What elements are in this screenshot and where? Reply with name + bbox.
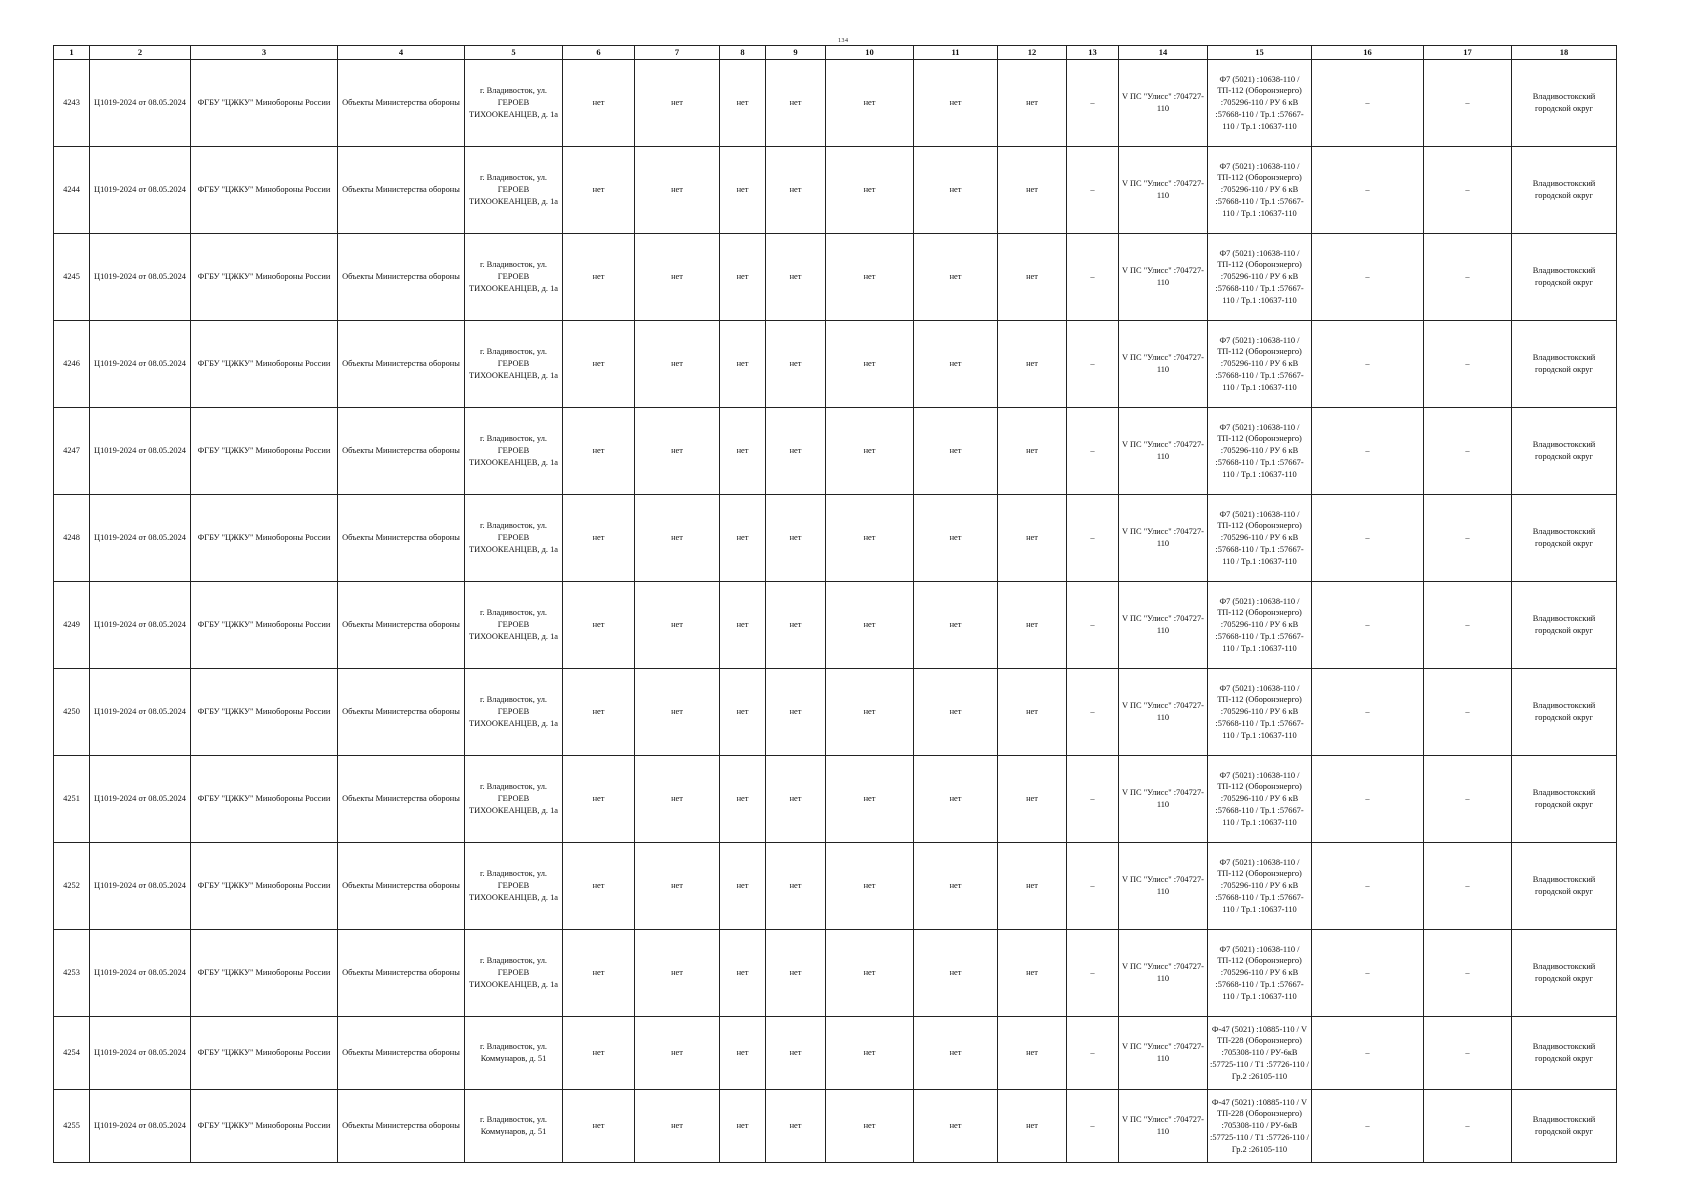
header-col-16: 16: [1312, 46, 1424, 60]
address-cell: г. Владивосток, ул. Коммунаров, д. 51: [465, 1017, 563, 1090]
col-10-cell: нет: [826, 930, 914, 1017]
request-code-cell: Ц1019-2024 от 08.05.2024: [90, 843, 191, 930]
header-col-7: 7: [635, 46, 720, 60]
feeder-cell: Ф-47 (5021) :10885-110 / V ТП-228 (Оборонэнерго) :705308-110 / РУ-6кВ :57725-110 / Т1 :57726-110 / Гр.2 :26105-110: [1208, 1090, 1312, 1163]
col-11-cell: нет: [914, 1017, 998, 1090]
object-type-cell: Объекты Министерства обороны: [338, 930, 465, 1017]
col-16-cell: –: [1312, 669, 1424, 756]
header-col-14: 14: [1119, 46, 1208, 60]
col-7-cell: нет: [635, 408, 720, 495]
col-17-cell: –: [1424, 60, 1512, 147]
feeder-cell: Ф7 (5021) :10638-110 / ТП-112 (Оборонэнерго) :705296-110 / РУ 6 кВ :57668-110 / Тр.1 :57667-110 / Тр.1 :10637-110: [1208, 495, 1312, 582]
col-16-cell: –: [1312, 60, 1424, 147]
col-6-cell: нет: [563, 582, 635, 669]
address-cell: г. Владивосток, ул. ГЕРОЕВ ТИХООКЕАНЦЕВ, д. 1а: [465, 930, 563, 1017]
object-type-cell: Объекты Министерства обороны: [338, 1090, 465, 1163]
table-row: [54, 843, 1617, 930]
col-11-cell: нет: [914, 60, 998, 147]
request-code-cell: Ц1019-2024 от 08.05.2024: [90, 930, 191, 1017]
object-type-cell: Объекты Министерства обороны: [338, 495, 465, 582]
col-9-cell: нет: [766, 1017, 826, 1090]
district-cell: Владивостокский городской округ: [1512, 582, 1617, 669]
col-10-cell: нет: [826, 843, 914, 930]
col-16-cell: –: [1312, 1090, 1424, 1163]
table-row: [54, 930, 1617, 1017]
feeder-cell: Ф-47 (5021) :10885-110 / V ТП-228 (Оборонэнерго) :705308-110 / РУ-6кВ :57725-110 / Т1 :57726-110 / Гр.2 :26105-110: [1208, 1017, 1312, 1090]
request-code-cell: Ц1019-2024 от 08.05.2024: [90, 669, 191, 756]
col-10-cell: нет: [826, 495, 914, 582]
col-9-cell: нет: [766, 147, 826, 234]
col-6-cell: нет: [563, 1090, 635, 1163]
col-12-cell: нет: [998, 1090, 1067, 1163]
col-8-cell: нет: [720, 843, 766, 930]
col-16-cell: –: [1312, 930, 1424, 1017]
organization-cell: ФГБУ "ЦЖКУ" Минобороны России: [191, 1090, 338, 1163]
col-16-cell: –: [1312, 234, 1424, 321]
table-row: [54, 495, 1617, 582]
col-10-cell: нет: [826, 1017, 914, 1090]
request-code-cell: Ц1019-2024 от 08.05.2024: [90, 495, 191, 582]
request-code-cell: Ц1019-2024 от 08.05.2024: [90, 582, 191, 669]
row-number-cell: 4252: [54, 843, 90, 930]
table-row: [54, 60, 1617, 147]
organization-cell: ФГБУ "ЦЖКУ" Минобороны России: [191, 321, 338, 408]
object-type-cell: Объекты Министерства обороны: [338, 582, 465, 669]
district-cell: Владивостокский городской округ: [1512, 408, 1617, 495]
col-12-cell: нет: [998, 930, 1067, 1017]
col-7-cell: нет: [635, 60, 720, 147]
header-col-18: 18: [1512, 46, 1617, 60]
table-row: [54, 1090, 1617, 1163]
request-code-cell: Ц1019-2024 от 08.05.2024: [90, 147, 191, 234]
organization-cell: ФГБУ "ЦЖКУ" Минобороны России: [191, 1017, 338, 1090]
district-cell: Владивостокский городской округ: [1512, 843, 1617, 930]
district-cell: Владивостокский городской округ: [1512, 147, 1617, 234]
col-12-cell: нет: [998, 408, 1067, 495]
col-9-cell: нет: [766, 60, 826, 147]
col-17-cell: –: [1424, 408, 1512, 495]
col-9-cell: нет: [766, 582, 826, 669]
col-10-cell: нет: [826, 582, 914, 669]
col-9-cell: нет: [766, 321, 826, 408]
col-8-cell: нет: [720, 756, 766, 843]
col-12-cell: нет: [998, 321, 1067, 408]
header-col-15: 15: [1208, 46, 1312, 60]
col-6-cell: нет: [563, 756, 635, 843]
substation-cell: V ПС "Улисс" :704727-110: [1119, 234, 1208, 321]
col-17-cell: –: [1424, 1017, 1512, 1090]
district-cell: Владивостокский городской округ: [1512, 234, 1617, 321]
col-16-cell: –: [1312, 756, 1424, 843]
col-11-cell: нет: [914, 1090, 998, 1163]
header-col-2: 2: [90, 46, 191, 60]
col-10-cell: нет: [826, 147, 914, 234]
col-16-cell: –: [1312, 495, 1424, 582]
district-cell: Владивостокский городской округ: [1512, 1017, 1617, 1090]
header-col-5: 5: [465, 46, 563, 60]
col-17-cell: –: [1424, 843, 1512, 930]
col-16-cell: –: [1312, 147, 1424, 234]
col-9-cell: нет: [766, 495, 826, 582]
col-12-cell: нет: [998, 582, 1067, 669]
col-12-cell: нет: [998, 495, 1067, 582]
col-13-cell: –: [1067, 234, 1119, 321]
col-17-cell: –: [1424, 321, 1512, 408]
address-cell: г. Владивосток, ул. ГЕРОЕВ ТИХООКЕАНЦЕВ, д. 1а: [465, 756, 563, 843]
registry-table: [53, 45, 1617, 1163]
feeder-cell: Ф7 (5021) :10638-110 / ТП-112 (Оборонэнерго) :705296-110 / РУ 6 кВ :57668-110 / Тр.1 :57667-110 / Тр.1 :10637-110: [1208, 321, 1312, 408]
organization-cell: ФГБУ "ЦЖКУ" Минобороны России: [191, 930, 338, 1017]
organization-cell: ФГБУ "ЦЖКУ" Минобороны России: [191, 669, 338, 756]
address-cell: г. Владивосток, ул. ГЕРОЕВ ТИХООКЕАНЦЕВ, д. 1а: [465, 234, 563, 321]
table-row: [54, 756, 1617, 843]
col-11-cell: нет: [914, 408, 998, 495]
col-8-cell: нет: [720, 321, 766, 408]
col-6-cell: нет: [563, 930, 635, 1017]
header-col-10: 10: [826, 46, 914, 60]
feeder-cell: Ф7 (5021) :10638-110 / ТП-112 (Оборонэнерго) :705296-110 / РУ 6 кВ :57668-110 / Тр.1 :57667-110 / Тр.1 :10637-110: [1208, 147, 1312, 234]
district-cell: Владивостокский городской округ: [1512, 60, 1617, 147]
header-col-12: 12: [998, 46, 1067, 60]
object-type-cell: Объекты Министерства обороны: [338, 321, 465, 408]
request-code-cell: Ц1019-2024 от 08.05.2024: [90, 60, 191, 147]
object-type-cell: Объекты Министерства обороны: [338, 60, 465, 147]
col-9-cell: нет: [766, 930, 826, 1017]
address-cell: г. Владивосток, ул. ГЕРОЕВ ТИХООКЕАНЦЕВ, д. 1а: [465, 843, 563, 930]
request-code-cell: Ц1019-2024 от 08.05.2024: [90, 408, 191, 495]
col-7-cell: нет: [635, 321, 720, 408]
col-17-cell: –: [1424, 756, 1512, 843]
feeder-cell: Ф7 (5021) :10638-110 / ТП-112 (Оборонэнерго) :705296-110 / РУ 6 кВ :57668-110 / Тр.1 :57667-110 / Тр.1 :10637-110: [1208, 843, 1312, 930]
col-8-cell: нет: [720, 669, 766, 756]
header-col-17: 17: [1424, 46, 1512, 60]
feeder-cell: Ф7 (5021) :10638-110 / ТП-112 (Оборонэнерго) :705296-110 / РУ 6 кВ :57668-110 / Тр.1 :57667-110 / Тр.1 :10637-110: [1208, 408, 1312, 495]
col-12-cell: нет: [998, 1017, 1067, 1090]
col-17-cell: –: [1424, 234, 1512, 321]
table-row: [54, 669, 1617, 756]
substation-cell: V ПС "Улисс" :704727-110: [1119, 60, 1208, 147]
col-16-cell: –: [1312, 843, 1424, 930]
address-cell: г. Владивосток, ул. ГЕРОЕВ ТИХООКЕАНЦЕВ, д. 1а: [465, 582, 563, 669]
col-6-cell: нет: [563, 408, 635, 495]
col-16-cell: –: [1312, 582, 1424, 669]
col-11-cell: нет: [914, 321, 998, 408]
district-cell: Владивостокский городской округ: [1512, 930, 1617, 1017]
district-cell: Владивостокский городской округ: [1512, 1090, 1617, 1163]
feeder-cell: Ф7 (5021) :10638-110 / ТП-112 (Оборонэнерго) :705296-110 / РУ 6 кВ :57668-110 / Тр.1 :57667-110 / Тр.1 :10637-110: [1208, 756, 1312, 843]
header-row: [54, 46, 1617, 60]
request-code-cell: Ц1019-2024 от 08.05.2024: [90, 1017, 191, 1090]
row-number-cell: 4250: [54, 669, 90, 756]
col-10-cell: нет: [826, 60, 914, 147]
col-12-cell: нет: [998, 669, 1067, 756]
col-8-cell: нет: [720, 60, 766, 147]
col-10-cell: нет: [826, 408, 914, 495]
col-10-cell: нет: [826, 756, 914, 843]
organization-cell: ФГБУ "ЦЖКУ" Минобороны России: [191, 234, 338, 321]
col-13-cell: –: [1067, 321, 1119, 408]
col-11-cell: нет: [914, 756, 998, 843]
row-number-cell: 4249: [54, 582, 90, 669]
col-8-cell: нет: [720, 930, 766, 1017]
request-code-cell: Ц1019-2024 от 08.05.2024: [90, 756, 191, 843]
organization-cell: ФГБУ "ЦЖКУ" Минобороны России: [191, 843, 338, 930]
col-7-cell: нет: [635, 669, 720, 756]
district-cell: Владивостокский городской округ: [1512, 321, 1617, 408]
col-13-cell: –: [1067, 1090, 1119, 1163]
col-8-cell: нет: [720, 147, 766, 234]
row-number-cell: 4245: [54, 234, 90, 321]
header-col-11: 11: [914, 46, 998, 60]
col-6-cell: нет: [563, 321, 635, 408]
substation-cell: V ПС "Улисс" :704727-110: [1119, 147, 1208, 234]
col-7-cell: нет: [635, 1017, 720, 1090]
col-9-cell: нет: [766, 843, 826, 930]
address-cell: г. Владивосток, ул. ГЕРОЕВ ТИХООКЕАНЦЕВ, д. 1а: [465, 321, 563, 408]
substation-cell: V ПС "Улисс" :704727-110: [1119, 1090, 1208, 1163]
col-13-cell: –: [1067, 669, 1119, 756]
organization-cell: ФГБУ "ЦЖКУ" Минобороны России: [191, 756, 338, 843]
col-8-cell: нет: [720, 1090, 766, 1163]
col-13-cell: –: [1067, 1017, 1119, 1090]
object-type-cell: Объекты Министерства обороны: [338, 756, 465, 843]
col-8-cell: нет: [720, 582, 766, 669]
col-11-cell: нет: [914, 147, 998, 234]
col-10-cell: нет: [826, 321, 914, 408]
col-7-cell: нет: [635, 147, 720, 234]
organization-cell: ФГБУ "ЦЖКУ" Минобороны России: [191, 582, 338, 669]
header-col-13: 13: [1067, 46, 1119, 60]
header-col-1: 1: [54, 46, 90, 60]
substation-cell: V ПС "Улисс" :704727-110: [1119, 930, 1208, 1017]
col-7-cell: нет: [635, 234, 720, 321]
col-17-cell: –: [1424, 582, 1512, 669]
col-8-cell: нет: [720, 495, 766, 582]
col-13-cell: –: [1067, 495, 1119, 582]
feeder-cell: Ф7 (5021) :10638-110 / ТП-112 (Оборонэнерго) :705296-110 / РУ 6 кВ :57668-110 / Тр.1 :57667-110 / Тр.1 :10637-110: [1208, 60, 1312, 147]
col-11-cell: нет: [914, 234, 998, 321]
row-number-cell: 4247: [54, 408, 90, 495]
col-13-cell: –: [1067, 147, 1119, 234]
col-9-cell: нет: [766, 234, 826, 321]
object-type-cell: Объекты Министерства обороны: [338, 408, 465, 495]
col-7-cell: нет: [635, 495, 720, 582]
col-13-cell: –: [1067, 843, 1119, 930]
col-9-cell: нет: [766, 408, 826, 495]
row-number-cell: 4255: [54, 1090, 90, 1163]
row-number-cell: 4243: [54, 60, 90, 147]
col-11-cell: нет: [914, 582, 998, 669]
col-17-cell: –: [1424, 147, 1512, 234]
col-10-cell: нет: [826, 234, 914, 321]
object-type-cell: Объекты Министерства обороны: [338, 669, 465, 756]
col-13-cell: –: [1067, 408, 1119, 495]
col-9-cell: нет: [766, 756, 826, 843]
address-cell: г. Владивосток, ул. ГЕРОЕВ ТИХООКЕАНЦЕВ, д. 1а: [465, 60, 563, 147]
col-12-cell: нет: [998, 756, 1067, 843]
substation-cell: V ПС "Улисс" :704727-110: [1119, 843, 1208, 930]
col-6-cell: нет: [563, 234, 635, 321]
object-type-cell: Объекты Министерства обороны: [338, 1017, 465, 1090]
header-col-6: 6: [563, 46, 635, 60]
col-12-cell: нет: [998, 147, 1067, 234]
header-col-9: 9: [766, 46, 826, 60]
row-number-cell: 4254: [54, 1017, 90, 1090]
col-8-cell: нет: [720, 234, 766, 321]
col-13-cell: –: [1067, 930, 1119, 1017]
feeder-cell: Ф7 (5021) :10638-110 / ТП-112 (Оборонэнерго) :705296-110 / РУ 6 кВ :57668-110 / Тр.1 :57667-110 / Тр.1 :10637-110: [1208, 669, 1312, 756]
address-cell: г. Владивосток, ул. ГЕРОЕВ ТИХООКЕАНЦЕВ, д. 1а: [465, 408, 563, 495]
district-cell: Владивостокский городской округ: [1512, 495, 1617, 582]
request-code-cell: Ц1019-2024 от 08.05.2024: [90, 1090, 191, 1163]
col-11-cell: нет: [914, 495, 998, 582]
table-row: [54, 147, 1617, 234]
district-cell: Владивостокский городской округ: [1512, 756, 1617, 843]
col-13-cell: –: [1067, 756, 1119, 843]
col-16-cell: –: [1312, 408, 1424, 495]
row-number-cell: 4253: [54, 930, 90, 1017]
col-7-cell: нет: [635, 843, 720, 930]
substation-cell: V ПС "Улисс" :704727-110: [1119, 1017, 1208, 1090]
row-number-cell: 4251: [54, 756, 90, 843]
organization-cell: ФГБУ "ЦЖКУ" Минобороны России: [191, 408, 338, 495]
col-6-cell: нет: [563, 60, 635, 147]
col-10-cell: нет: [826, 1090, 914, 1163]
col-16-cell: –: [1312, 1017, 1424, 1090]
col-12-cell: нет: [998, 60, 1067, 147]
header-col-4: 4: [338, 46, 465, 60]
col-12-cell: нет: [998, 234, 1067, 321]
request-code-cell: Ц1019-2024 от 08.05.2024: [90, 321, 191, 408]
col-11-cell: нет: [914, 843, 998, 930]
row-number-cell: 4244: [54, 147, 90, 234]
col-17-cell: –: [1424, 930, 1512, 1017]
feeder-cell: Ф7 (5021) :10638-110 / ТП-112 (Оборонэнерго) :705296-110 / РУ 6 кВ :57668-110 / Тр.1 :57667-110 / Тр.1 :10637-110: [1208, 234, 1312, 321]
object-type-cell: Объекты Министерства обороны: [338, 843, 465, 930]
col-17-cell: –: [1424, 669, 1512, 756]
table-row: [54, 321, 1617, 408]
col-7-cell: нет: [635, 1090, 720, 1163]
table-row: [54, 408, 1617, 495]
row-number-cell: 4246: [54, 321, 90, 408]
district-cell: Владивостокский городской округ: [1512, 669, 1617, 756]
organization-cell: ФГБУ "ЦЖКУ" Минобороны России: [191, 495, 338, 582]
substation-cell: V ПС "Улисс" :704727-110: [1119, 408, 1208, 495]
col-17-cell: –: [1424, 495, 1512, 582]
substation-cell: V ПС "Улисс" :704727-110: [1119, 756, 1208, 843]
address-cell: г. Владивосток, ул. ГЕРОЕВ ТИХООКЕАНЦЕВ, д. 1а: [465, 495, 563, 582]
col-6-cell: нет: [563, 669, 635, 756]
header-col-3: 3: [191, 46, 338, 60]
col-13-cell: –: [1067, 60, 1119, 147]
col-6-cell: нет: [563, 147, 635, 234]
col-11-cell: нет: [914, 930, 998, 1017]
col-7-cell: нет: [635, 930, 720, 1017]
col-13-cell: –: [1067, 582, 1119, 669]
col-6-cell: нет: [563, 843, 635, 930]
substation-cell: V ПС "Улисс" :704727-110: [1119, 582, 1208, 669]
substation-cell: V ПС "Улисс" :704727-110: [1119, 321, 1208, 408]
col-6-cell: нет: [563, 1017, 635, 1090]
request-code-cell: Ц1019-2024 от 08.05.2024: [90, 234, 191, 321]
table-row: [54, 582, 1617, 669]
col-16-cell: –: [1312, 321, 1424, 408]
col-9-cell: нет: [766, 1090, 826, 1163]
address-cell: г. Владивосток, ул. ГЕРОЕВ ТИХООКЕАНЦЕВ, д. 1а: [465, 669, 563, 756]
col-12-cell: нет: [998, 843, 1067, 930]
object-type-cell: Объекты Министерства обороны: [338, 147, 465, 234]
substation-cell: V ПС "Улисс" :704727-110: [1119, 495, 1208, 582]
address-cell: г. Владивосток, ул. Коммунаров, д. 51: [465, 1090, 563, 1163]
col-11-cell: нет: [914, 669, 998, 756]
object-type-cell: Объекты Министерства обороны: [338, 234, 465, 321]
organization-cell: ФГБУ "ЦЖКУ" Минобороны России: [191, 147, 338, 234]
col-7-cell: нет: [635, 582, 720, 669]
col-7-cell: нет: [635, 756, 720, 843]
row-number-cell: 4248: [54, 495, 90, 582]
col-8-cell: нет: [720, 408, 766, 495]
table-row: [54, 1017, 1617, 1090]
address-cell: г. Владивосток, ул. ГЕРОЕВ ТИХООКЕАНЦЕВ, д. 1а: [465, 147, 563, 234]
col-10-cell: нет: [826, 669, 914, 756]
col-9-cell: нет: [766, 669, 826, 756]
header-col-8: 8: [720, 46, 766, 60]
feeder-cell: Ф7 (5021) :10638-110 / ТП-112 (Оборонэнерго) :705296-110 / РУ 6 кВ :57668-110 / Тр.1 :57667-110 / Тр.1 :10637-110: [1208, 930, 1312, 1017]
substation-cell: V ПС "Улисс" :704727-110: [1119, 669, 1208, 756]
col-6-cell: нет: [563, 495, 635, 582]
feeder-cell: Ф7 (5021) :10638-110 / ТП-112 (Оборонэнерго) :705296-110 / РУ 6 кВ :57668-110 / Тр.1 :57667-110 / Тр.1 :10637-110: [1208, 582, 1312, 669]
page-number: 134: [838, 38, 849, 44]
col-8-cell: нет: [720, 1017, 766, 1090]
organization-cell: ФГБУ "ЦЖКУ" Минобороны России: [191, 60, 338, 147]
table-row: [54, 234, 1617, 321]
col-17-cell: –: [1424, 1090, 1512, 1163]
